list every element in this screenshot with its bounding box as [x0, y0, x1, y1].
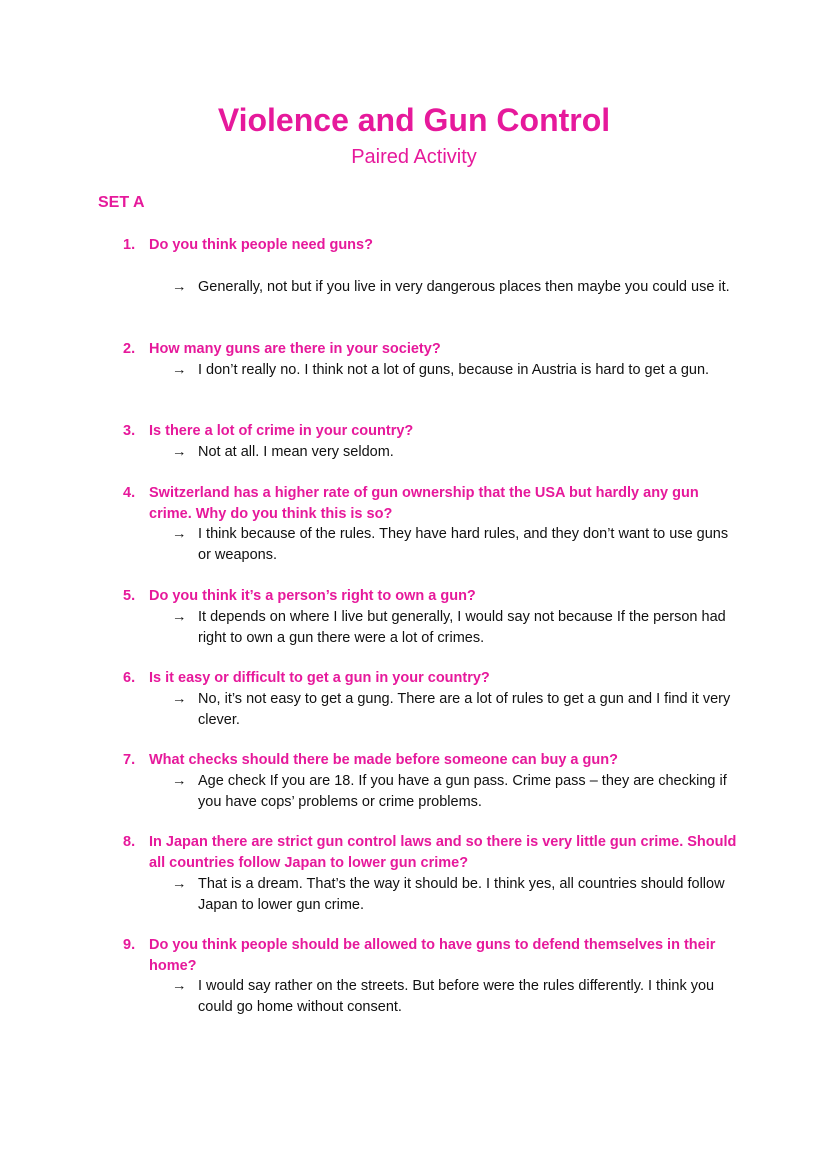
question-number: 9.: [123, 937, 136, 953]
answer-text: Generally, not but if you live in very dangerous places then maybe you could use it.: [198, 279, 730, 295]
answer-text: That is a dream. That’s the way it should be. I think yes, all countries should follow Japan to lower gun crime.: [198, 876, 725, 913]
arrow-right-icon: →: [172, 526, 187, 542]
question-number: 6.: [123, 670, 136, 686]
question-text: Do you think people should be allowed to have guns to defend themselves in their home?: [149, 937, 716, 974]
answer-text: Age check If you are 18. If you have a gun pass. Crime pass – they are checking if you have cops’ problems or crime problems.: [198, 773, 727, 810]
arrow-right-icon: →: [172, 609, 187, 625]
question-text: What checks should there be made before someone can buy a gun?: [149, 752, 618, 768]
question-number: 3.: [123, 423, 136, 439]
question-number: 5.: [123, 588, 136, 604]
answer-text: No, it’s not easy to get a gung. There are a lot of rules to get a gun and I find it very clever.: [198, 691, 731, 728]
question-item-5: [123, 586, 743, 607]
document-title: Violence and Gun Control: [217, 102, 611, 138]
question-item-9: [123, 935, 743, 976]
arrow-right-icon: →: [172, 362, 187, 378]
arrow-right-icon: →: [172, 773, 187, 789]
question-text: Do you think people need guns?: [149, 237, 373, 253]
question-number: 2.: [123, 341, 136, 357]
arrow-right-icon: →: [172, 978, 187, 994]
question-text: How many guns are there in your society?: [149, 341, 441, 357]
question-item-8: [123, 832, 743, 873]
question-text: Is it easy or difficult to get a gun in your country?: [149, 670, 490, 686]
question-text: Switzerland has a higher rate of gun ownership that the USA but hardly any gun crime. Why do you think this is so?: [149, 485, 699, 522]
arrow-right-icon: →: [172, 279, 187, 295]
answer-item-1: [172, 277, 732, 298]
question-item-3: [123, 421, 743, 442]
answer-item-6: [172, 689, 732, 730]
answer-item-8: [172, 874, 732, 915]
question-number: 8.: [123, 834, 136, 850]
set-label: SET A: [98, 194, 145, 211]
question-text: In Japan there are strict gun control laws and so there is very little gun crime. Should all countries follow Japan to lower gun crime?: [149, 834, 737, 871]
answer-text: I don’t really no. I think not a lot of guns, because in Austria is hard to get a gun.: [198, 362, 710, 378]
arrow-right-icon: →: [172, 876, 187, 892]
question-text: Do you think it’s a person’s right to own a gun?: [149, 588, 476, 604]
arrow-right-icon: →: [172, 691, 187, 707]
answer-item-7: [172, 771, 732, 812]
document-subtitle: Paired Activity: [351, 146, 477, 168]
answer-text: I would say rather on the streets. But before were the rules differently. I think you could go home without consent.: [198, 978, 715, 1015]
question-item-6: [123, 668, 743, 689]
question-number: 1.: [123, 237, 136, 253]
answer-item-3: [172, 442, 732, 463]
answer-item-2: [172, 360, 732, 381]
question-text: Is there a lot of crime in your country?: [149, 423, 414, 439]
question-number: 4.: [123, 485, 136, 501]
question-number: 7.: [123, 752, 136, 768]
answer-text: Not at all. I mean very seldom.: [198, 444, 394, 460]
question-item-4: [123, 483, 743, 524]
answer-text: I think because of the rules. They have hard rules, and they don’t want to use guns or weapons.: [198, 526, 729, 563]
answer-item-9: [172, 976, 732, 1017]
arrow-right-icon: →: [172, 444, 187, 460]
question-item-2: [123, 339, 743, 360]
question-item-1: [123, 235, 743, 256]
answer-item-4: [172, 524, 732, 565]
question-item-7: [123, 750, 743, 771]
answer-item-5: [172, 607, 732, 648]
answer-text: It depends on where I live but generally, I would say not because If the person had right to own a gun there were a lot of crimes.: [198, 609, 726, 646]
